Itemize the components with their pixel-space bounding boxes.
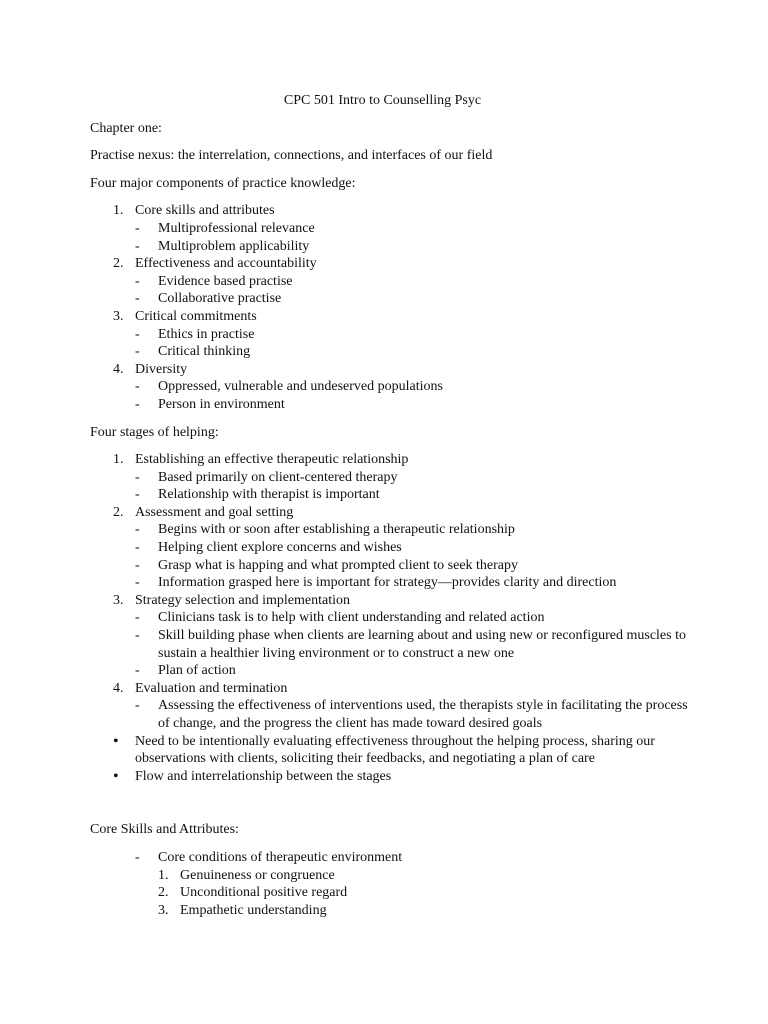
item-label: Establishing an effective therapeutic relationship: [135, 452, 409, 468]
chapter-heading: Chapter one:: [90, 120, 162, 136]
sub-item-text: Collaborative practise: [158, 291, 282, 307]
sub-list: [90, 220, 690, 255]
sub-item-text: Critical thinking: [158, 344, 251, 360]
item-label: Diversity: [135, 361, 188, 377]
sub-item: [90, 521, 690, 539]
sub-item-text: Begins with or soon after establishing a therapeutic relationship: [158, 522, 515, 538]
item-label: Effectiveness and accountability: [135, 256, 317, 272]
dash-marker: -: [135, 628, 140, 644]
list-item: [90, 902, 690, 920]
core-skills-list: [90, 849, 690, 919]
bullet-icon: •: [113, 732, 119, 750]
sub-list: [90, 521, 690, 591]
list-item: [90, 361, 690, 414]
list-item: [90, 255, 690, 308]
sub-list: [90, 697, 690, 732]
dash-marker: -: [135, 379, 140, 395]
sub-item: [90, 238, 690, 256]
bullet-text: Need to be intentionally evaluating effectiveness throughout the helping process, sharing our observations with clients, soliciting their feedbacks, and negotiating a plan of care: [135, 733, 655, 767]
sub-item: [90, 557, 690, 575]
sub-item: [90, 574, 690, 592]
sub-item: [90, 220, 690, 238]
item-label: Evaluation and termination: [135, 680, 288, 696]
list-item: [90, 308, 690, 361]
sub-item: [90, 849, 690, 867]
sub-item: [90, 539, 690, 557]
nexus-definition: Practise nexus: the interrelation, connections, and interfaces of our field: [90, 148, 493, 164]
item-number: 1.: [113, 452, 124, 468]
dash-marker: -: [135, 575, 140, 591]
list-item: [90, 884, 690, 902]
sub-item: [90, 609, 690, 627]
sub-item: [90, 326, 690, 344]
sub-item: [90, 486, 690, 504]
sub-item-text: Based primarily on client-centered therapy: [158, 469, 398, 485]
item-label: Critical commitments: [135, 308, 257, 324]
item-label: Strategy selection and implementation: [135, 592, 350, 608]
item-label: Genuineness or congruence: [180, 867, 335, 883]
dash-marker: -: [135, 663, 140, 679]
dash-marker: -: [135, 220, 140, 236]
item-number: 3.: [113, 308, 124, 324]
sub-item-text: Person in environment: [158, 396, 285, 412]
core-skills-heading: Core Skills and Attributes:: [90, 822, 239, 838]
dash-marker: -: [135, 396, 140, 412]
item-number: 1.: [113, 203, 124, 219]
list-item: [90, 680, 690, 733]
sub-list: [90, 378, 690, 413]
sub-list: [90, 273, 690, 308]
item-number: 3.: [158, 902, 169, 918]
list-item: [90, 867, 690, 885]
sub-item-text: Core conditions of therapeutic environment: [158, 849, 403, 865]
dash-marker: -: [135, 273, 140, 289]
sub-item-text: Plan of action: [158, 663, 236, 679]
stages-list: [90, 451, 690, 785]
dash-marker: -: [135, 522, 140, 538]
sub-item: [90, 273, 690, 291]
sub-item-text: Assessing the effectiveness of interventions used, the therapists style in facilitating the process of change, and the progress the client has made toward desired goals: [158, 698, 688, 731]
sub-item-text: Evidence based practise: [158, 273, 293, 289]
dash-marker: -: [135, 291, 140, 307]
bullet-item: [90, 733, 690, 768]
bullet-item: [90, 768, 690, 786]
dash-marker: -: [135, 487, 140, 503]
dash-marker: -: [135, 238, 140, 254]
sub-item-text: Ethics in practise: [158, 326, 255, 342]
item-number: 3.: [113, 592, 124, 608]
document-body: [90, 92, 690, 919]
sub-item-text: Information grasped here is important for strategy—provides clarity and direction: [158, 575, 617, 591]
sub-item-text: Skill building phase when clients are learning about and using new or reconfigured muscles to sustain a healthier living environment or to construct a new one: [158, 628, 686, 661]
item-label: Core skills and attributes: [135, 203, 275, 219]
list-item: [90, 504, 690, 592]
dash-marker: -: [135, 540, 140, 556]
item-number: 2.: [158, 885, 169, 901]
dash-marker: -: [135, 698, 140, 714]
sub-item: [90, 343, 690, 361]
item-number: 2.: [113, 504, 124, 520]
bullet-icon: •: [113, 767, 119, 785]
dash-marker: -: [135, 849, 140, 865]
list-item: [90, 592, 690, 680]
sub-list: [90, 469, 690, 504]
dash-marker: -: [135, 326, 140, 342]
components-list: [90, 202, 690, 413]
list-item: [90, 202, 690, 255]
sub-item: [90, 378, 690, 396]
sub-item: [90, 627, 690, 662]
sub-item-text: Clinicians task is to help with client understanding and related action: [158, 610, 545, 626]
item-label: Unconditional positive regard: [180, 885, 348, 901]
sub-list: [90, 609, 690, 679]
item-number: 1.: [158, 867, 169, 883]
sub-list: [90, 326, 690, 361]
sub-item-text: Multiproblem applicability: [158, 238, 310, 254]
sub-item-text: Oppressed, vulnerable and undeserved populations: [158, 379, 443, 395]
item-number: 2.: [113, 256, 124, 272]
sub-item-text: Relationship with therapist is important: [158, 487, 380, 503]
sub-item: [90, 697, 690, 732]
item-label: Empathetic understanding: [180, 902, 327, 918]
components-heading: Four major components of practice knowledge:: [90, 175, 356, 191]
dash-marker: -: [135, 469, 140, 485]
bullet-text: Flow and interrelationship between the stages: [135, 768, 392, 784]
stages-heading: Four stages of helping:: [90, 424, 219, 440]
list-item: [90, 451, 690, 504]
document-title: CPC 501 Intro to Counselling Psyc: [283, 93, 482, 108]
item-label: Assessment and goal setting: [135, 504, 294, 520]
sub-item-text: Grasp what is happing and what prompted client to seek therapy: [158, 557, 519, 573]
dash-marker: -: [135, 344, 140, 360]
sub-item: [90, 396, 690, 414]
item-number: 4.: [113, 361, 124, 377]
dash-marker: -: [135, 557, 140, 573]
sub-item: [90, 290, 690, 308]
dash-marker: -: [135, 610, 140, 626]
item-number: 4.: [113, 680, 124, 696]
sub-item-text: Helping client explore concerns and wishes: [158, 540, 402, 556]
sub-item: [90, 662, 690, 680]
sub-item: [90, 469, 690, 487]
sub-item-text: Multiprofessional relevance: [158, 220, 315, 236]
